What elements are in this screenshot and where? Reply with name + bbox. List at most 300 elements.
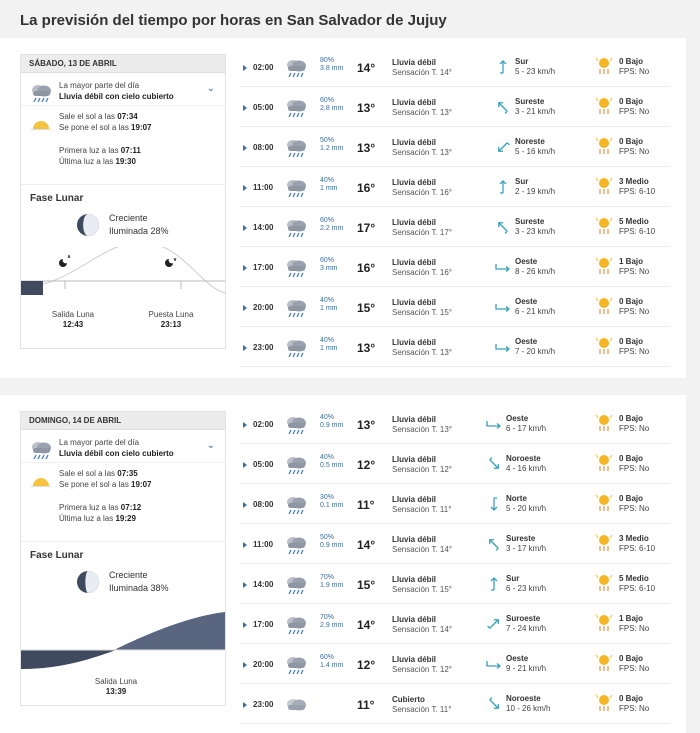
hourly-row[interactable] — [240, 447, 670, 484]
weather-description: Lluvia débil — [392, 338, 437, 347]
precipitation — [320, 414, 343, 430]
hourly-row[interactable] — [240, 330, 670, 367]
uv-sun-icon — [596, 217, 612, 240]
cloud-rain-icon — [284, 217, 308, 244]
precipitation — [320, 57, 343, 73]
weather-description: Lluvia débil — [392, 495, 437, 504]
wind-arrow-icon — [486, 416, 502, 432]
moonrise-icon — [111, 632, 119, 640]
precipitation — [320, 654, 343, 670]
sunrise-icon — [30, 474, 52, 493]
wind-speed: 6 - 23 km/h — [506, 584, 547, 593]
wind-arrow-icon — [486, 496, 502, 512]
uv-index: 0 Bajo — [619, 494, 644, 503]
wind-speed: 2 - 19 km/h — [515, 187, 556, 196]
fps-value: FPS: No — [619, 147, 650, 156]
hourly-row[interactable] — [240, 130, 670, 167]
hour-time: 14:00 — [253, 580, 274, 589]
cloud-rain-icon — [284, 574, 308, 601]
hour-time: 08:00 — [253, 500, 274, 509]
weather-description: Lluvia débil — [392, 218, 437, 227]
day-summary-toggle[interactable] — [21, 430, 225, 463]
chevron-down-icon[interactable]: ⌄ — [206, 83, 215, 94]
weather-description: Lluvia débil — [392, 455, 437, 464]
cloud-rain-icon — [284, 337, 308, 364]
hourly-row[interactable] — [240, 290, 670, 327]
fps-value: FPS: No — [619, 267, 650, 276]
fps-value: FPS: No — [619, 424, 650, 433]
hour-time: 11:00 — [253, 540, 274, 549]
precipitation — [320, 297, 338, 313]
wind-arrow-icon — [486, 576, 502, 592]
last-light-time: 19:30 — [115, 157, 136, 166]
sunset-time: 19:07 — [131, 123, 152, 132]
precip-probability: 70% — [320, 614, 335, 621]
precip-probability: 80% — [320, 57, 335, 64]
moonrise-icon — [59, 255, 70, 267]
uv-sun-icon — [596, 414, 612, 437]
temperature: 15° — [357, 578, 376, 592]
temperature: 12° — [357, 658, 376, 672]
page-title: La previsión del tiempo por horas en San Salvador de Jujuy — [20, 12, 447, 29]
wind-arrow-icon — [495, 339, 511, 355]
day-forecast-card — [0, 395, 686, 733]
day-summary-panel — [20, 411, 226, 706]
caret-right-icon[interactable] — [243, 622, 247, 628]
caret-right-icon[interactable] — [243, 462, 247, 468]
precip-probability: 70% — [320, 574, 335, 581]
fps-value: FPS: No — [619, 504, 650, 513]
sun-times — [21, 106, 225, 185]
wind-speed: 6 - 21 km/h — [515, 307, 556, 316]
fps-value: FPS: 6-10 — [619, 584, 656, 593]
hourly-row[interactable] — [240, 170, 670, 207]
moonrise-label: Salida Luna — [51, 310, 95, 319]
wind-speed: 4 - 16 km/h — [506, 464, 547, 473]
hourly-row[interactable] — [240, 487, 670, 524]
cloud-rain-icon — [284, 454, 308, 481]
sun-times — [21, 463, 225, 542]
fps-value: FPS: No — [619, 307, 650, 316]
temperature: 14° — [357, 538, 376, 552]
precip-probability: 40% — [320, 454, 335, 461]
moon-arc-chart — [21, 604, 225, 674]
day-summary-panel — [20, 54, 226, 349]
uv-index: 0 Bajo — [619, 97, 644, 106]
temperature: 15° — [357, 301, 376, 315]
precip-probability: 40% — [320, 414, 335, 421]
precip-amount: 2.8 mm — [320, 105, 344, 112]
moon-illumination: Iluminada 38% — [109, 583, 169, 593]
wind-arrow-icon — [486, 616, 502, 632]
moon-phase-name: Creciente — [109, 570, 148, 580]
moon-phase-section — [21, 185, 225, 348]
cloud-rain-icon — [284, 654, 308, 681]
feels-like: Sensación T. 13° — [392, 148, 452, 157]
caret-right-icon[interactable] — [243, 305, 247, 311]
feels-like: Sensación T. 11° — [392, 705, 452, 714]
precip-amount: 0.5 mm — [320, 462, 344, 469]
wind-speed: 5 - 16 km/h — [515, 147, 556, 156]
precip-amount: 1.2 mm — [320, 145, 344, 152]
feels-like: Sensación T. 11° — [392, 505, 452, 514]
hour-time: 20:00 — [253, 660, 274, 669]
uv-sun-icon — [596, 297, 612, 320]
hour-time: 17:00 — [253, 620, 274, 629]
precip-amount: 2.9 mm — [320, 622, 344, 629]
uv-sun-icon — [596, 614, 612, 637]
uv-sun-icon — [596, 57, 612, 80]
caret-right-icon[interactable] — [243, 502, 247, 508]
uv-sun-icon — [596, 177, 612, 200]
sunrise-icon — [30, 117, 52, 136]
summary-description: Lluvia débil con cielo cubierto — [59, 92, 174, 101]
cloud-rain-icon — [284, 297, 308, 324]
wind-speed: 3 - 23 km/h — [515, 227, 556, 236]
caret-right-icon[interactable] — [243, 145, 247, 151]
weather-description: Lluvia débil — [392, 615, 437, 624]
precip-amount: 1 mm — [320, 345, 338, 352]
weather-description: Lluvia débil — [392, 138, 437, 147]
hour-time: 02:00 — [253, 420, 274, 429]
feels-like: Sensación T. 15° — [392, 308, 452, 317]
caret-right-icon[interactable] — [243, 702, 247, 708]
precip-amount: 0.9 mm — [320, 422, 344, 429]
wind-arrow-icon — [495, 299, 511, 315]
hourly-row[interactable] — [240, 687, 670, 724]
precip-probability: 50% — [320, 137, 335, 144]
weather-description: Lluvia débil — [392, 298, 437, 307]
hourly-row[interactable] — [240, 567, 670, 604]
hour-time: 23:00 — [253, 700, 274, 709]
temperature: 14° — [357, 618, 376, 632]
feels-like: Sensación T. 15° — [392, 585, 452, 594]
precip-amount: 1.9 mm — [320, 582, 344, 589]
precipitation — [320, 257, 338, 273]
sunrise-text: Sale el sol a las 07:35 — [59, 469, 138, 478]
precip-probability: 60% — [320, 654, 335, 661]
cloud-rain-icon — [284, 137, 308, 164]
feels-like: Sensación T. 14° — [392, 68, 452, 77]
fps-value: FPS: 6-10 — [619, 544, 656, 553]
temperature: 13° — [357, 341, 376, 355]
precip-amount: 1.4 mm — [320, 662, 344, 669]
cloud-rain-icon — [29, 439, 53, 466]
wind-speed: 3 - 21 km/h — [515, 107, 556, 116]
feels-like: Sensación T. 16° — [392, 268, 452, 277]
day-date-header: DOMINGO, 14 DE ABRIL — [21, 412, 225, 430]
uv-index: 5 Medio — [619, 217, 649, 226]
hourly-row[interactable] — [240, 527, 670, 564]
moon-phase-section — [21, 542, 225, 705]
precipitation — [320, 177, 338, 193]
wind-direction: Sur — [515, 57, 529, 66]
uv-index: 3 Medio — [619, 177, 649, 186]
wind-arrow-icon — [486, 656, 502, 672]
wind-speed: 8 - 26 km/h — [515, 267, 556, 276]
feels-like: Sensación T. 13° — [392, 425, 452, 434]
uv-index: 0 Bajo — [619, 694, 644, 703]
moonset-time: 23:13 — [160, 320, 182, 329]
temperature: 13° — [357, 101, 376, 115]
wind-direction: Sureste — [506, 534, 536, 543]
moonset-label: Puesta Luna — [148, 310, 194, 319]
feels-like: Sensación T. 13° — [392, 108, 452, 117]
weather-description: Lluvia débil — [392, 58, 437, 67]
fps-value: FPS: No — [619, 464, 650, 473]
moonset-icon — [165, 258, 176, 267]
cloud-rain-icon — [284, 614, 308, 641]
precip-amount: 0.1 mm — [320, 502, 344, 509]
day-date-header: SÁBADO, 13 DE ABRIL — [21, 55, 225, 73]
feels-like: Sensación T. 14° — [392, 545, 452, 554]
wind-direction: Sur — [506, 574, 520, 583]
caret-right-icon[interactable] — [243, 422, 247, 428]
hour-time: 20:00 — [253, 303, 274, 312]
wind-direction: Sur — [515, 177, 529, 186]
hourly-row[interactable] — [240, 607, 670, 644]
uv-index: 0 Bajo — [619, 337, 644, 346]
uv-index: 0 Bajo — [619, 654, 644, 663]
caret-right-icon[interactable] — [243, 185, 247, 191]
precip-probability: 30% — [320, 494, 335, 501]
chevron-down-icon[interactable]: ⌄ — [206, 440, 215, 451]
caret-right-icon[interactable] — [243, 105, 247, 111]
uv-sun-icon — [596, 257, 612, 280]
hour-time: 05:00 — [253, 460, 274, 469]
wind-arrow-icon — [495, 59, 511, 75]
uv-sun-icon — [596, 534, 612, 557]
wind-direction: Oeste — [506, 414, 529, 423]
uv-index: 3 Medio — [619, 534, 649, 543]
uv-sun-icon — [596, 97, 612, 120]
wind-direction: Sureste — [515, 217, 545, 226]
uv-index: 0 Bajo — [619, 57, 644, 66]
precipitation — [320, 614, 343, 630]
weather-description: Lluvia débil — [392, 655, 437, 664]
sunrise-text: Sale el sol a las 07:34 — [59, 112, 138, 121]
uv-sun-icon — [596, 574, 612, 597]
hour-time: 23:00 — [253, 343, 274, 352]
weather-description: Lluvia débil — [392, 535, 437, 544]
temperature: 16° — [357, 181, 376, 195]
last-light-text: Última luz a las 19:30 — [59, 157, 136, 166]
fps-value: FPS: No — [619, 664, 650, 673]
precip-amount: 3.8 mm — [320, 65, 344, 72]
sunrise-time: 07:34 — [117, 112, 138, 121]
moonrise-time: 12:43 — [62, 320, 84, 329]
uv-sun-icon — [596, 454, 612, 477]
moon-phase-title: Fase Lunar — [30, 550, 84, 561]
hourly-row[interactable] — [240, 50, 670, 87]
precipitation — [320, 97, 343, 113]
wind-arrow-icon — [495, 139, 511, 155]
cloud-rain-icon — [284, 414, 308, 441]
wind-direction: Oeste — [515, 337, 538, 346]
hour-time: 02:00 — [253, 63, 274, 72]
hourly-row[interactable] — [240, 647, 670, 684]
precip-amount: 1 mm — [320, 305, 338, 312]
wind-arrow-icon — [495, 99, 511, 115]
uv-sun-icon — [596, 337, 612, 360]
temperature: 14° — [357, 61, 376, 75]
precip-probability: 40% — [320, 297, 335, 304]
sunrise-time: 07:35 — [117, 469, 138, 478]
uv-sun-icon — [596, 694, 612, 717]
hour-time: 14:00 — [253, 223, 274, 232]
wind-speed: 9 - 21 km/h — [506, 664, 547, 673]
hourly-row[interactable] — [240, 407, 670, 444]
summary-caption: La mayor parte del día — [59, 81, 140, 90]
feels-like: Sensación T. 16° — [392, 188, 452, 197]
cloud-rain-icon — [284, 494, 308, 521]
feels-like: Sensación T. 17° — [392, 228, 452, 237]
moon-phase-icon — [76, 213, 100, 242]
wind-direction: Sureste — [515, 97, 545, 106]
wind-direction: Oeste — [515, 257, 538, 266]
moonrise-label: Salida Luna — [94, 677, 138, 686]
last-light-time: 19:29 — [115, 514, 136, 523]
wind-direction: Norte — [506, 494, 527, 503]
wind-speed: 7 - 24 km/h — [506, 624, 547, 633]
fps-value: FPS: No — [619, 347, 650, 356]
uv-index: 0 Bajo — [619, 414, 644, 423]
wind-speed: 3 - 17 km/h — [506, 544, 547, 553]
first-light-text: Primera luz a las 07:12 — [59, 503, 142, 512]
sunset-time: 19:07 — [131, 480, 152, 489]
temperature: 13° — [357, 418, 376, 432]
weather-description: Cubierto — [392, 695, 425, 704]
precip-amount: 3 mm — [320, 265, 338, 272]
fps-value: FPS: 6-10 — [619, 187, 656, 196]
moon-phase-icon — [76, 570, 100, 599]
hourly-row[interactable] — [240, 250, 670, 287]
cloud-rain-icon — [284, 534, 308, 561]
uv-sun-icon — [596, 137, 612, 160]
weather-description: Lluvia débil — [392, 415, 437, 424]
hour-time: 05:00 — [253, 103, 274, 112]
hourly-row[interactable] — [240, 90, 670, 127]
uv-index: 0 Bajo — [619, 297, 644, 306]
uv-index: 1 Bajo — [619, 614, 644, 623]
wind-speed: 6 - 17 km/h — [506, 424, 547, 433]
precip-probability: 50% — [320, 534, 335, 541]
uv-index: 0 Bajo — [619, 137, 644, 146]
hour-time: 17:00 — [253, 263, 274, 272]
fps-value: FPS: No — [619, 704, 650, 713]
precipitation — [320, 494, 343, 510]
wind-arrow-icon — [495, 179, 511, 195]
precipitation — [320, 454, 343, 470]
caret-right-icon[interactable] — [243, 582, 247, 588]
wind-arrow-icon — [495, 259, 511, 275]
precip-probability: 60% — [320, 257, 335, 264]
fps-value: FPS: No — [619, 107, 650, 116]
precip-probability: 60% — [320, 97, 335, 104]
wind-speed: 7 - 20 km/h — [515, 347, 556, 356]
uv-index: 0 Bajo — [619, 454, 644, 463]
first-light-time: 07:11 — [120, 146, 141, 155]
temperature: 12° — [357, 458, 376, 472]
fps-value: FPS: 6-10 — [619, 227, 656, 236]
wind-speed: 5 - 20 km/h — [506, 504, 547, 513]
last-light-text: Última luz a las 19:29 — [59, 514, 136, 523]
feels-like: Sensación T. 14° — [392, 625, 452, 634]
summary-description: Lluvia débil con cielo cubierto — [59, 449, 174, 458]
precip-amount: 1 mm — [320, 185, 338, 192]
caret-right-icon[interactable] — [243, 65, 247, 71]
precipitation — [320, 217, 343, 233]
precip-probability: 40% — [320, 337, 335, 344]
precip-amount: 0.9 mm — [320, 542, 344, 549]
precip-probability: 40% — [320, 177, 335, 184]
cloud-rain-icon — [284, 177, 308, 204]
wind-direction: Oeste — [515, 297, 538, 306]
hour-time: 11:00 — [253, 183, 274, 192]
wind-arrow-icon — [486, 456, 502, 472]
temperature: 17° — [357, 221, 376, 235]
feels-like: Sensación T. 12° — [392, 665, 452, 674]
temperature: 13° — [357, 141, 376, 155]
temperature: 16° — [357, 261, 376, 275]
caret-right-icon[interactable] — [243, 542, 247, 548]
cloud-rain-icon — [284, 97, 308, 124]
precipitation — [320, 137, 343, 153]
weather-description: Lluvia débil — [392, 98, 437, 107]
hour-time: 08:00 — [253, 143, 274, 152]
wind-speed: 5 - 23 km/h — [515, 67, 556, 76]
first-light-time: 07:12 — [120, 503, 142, 512]
caret-right-icon[interactable] — [243, 225, 247, 231]
caret-right-icon[interactable] — [243, 345, 247, 351]
feels-like: Sensación T. 13° — [392, 348, 452, 357]
uv-index: 1 Bajo — [619, 257, 644, 266]
summary-caption: La mayor parte del día — [59, 438, 140, 447]
wind-arrow-icon — [495, 219, 511, 235]
temperature: 11° — [357, 698, 375, 712]
sunset-text: Se pone el sol a las 19:07 — [59, 480, 152, 489]
uv-sun-icon — [596, 494, 612, 517]
feels-like: Sensación T. 12° — [392, 465, 452, 474]
day-summary-toggle[interactable] — [21, 73, 225, 106]
wind-direction: Noroeste — [506, 454, 541, 463]
fps-value: FPS: No — [619, 67, 650, 76]
temperature: 11° — [357, 498, 375, 512]
wind-arrow-icon — [486, 536, 502, 552]
caret-right-icon[interactable] — [243, 265, 247, 271]
wind-speed: 10 - 26 km/h — [506, 704, 551, 713]
moon-illumination: Iluminada 28% — [109, 226, 169, 236]
first-light-text: Primera luz a las 07:11 — [59, 146, 141, 155]
caret-right-icon[interactable] — [243, 662, 247, 668]
wind-direction: Oeste — [506, 654, 529, 663]
cloud-rain-icon — [284, 57, 308, 84]
cloud-rain-icon — [29, 82, 53, 109]
sunset-text: Se pone el sol a las 19:07 — [59, 123, 152, 132]
precipitation — [320, 574, 343, 590]
hourly-row[interactable] — [240, 210, 670, 247]
moon-phase-title: Fase Lunar — [30, 193, 84, 204]
precip-amount: 2.2 mm — [320, 225, 344, 232]
moon-arc-chart — [21, 247, 225, 307]
cloud-icon — [284, 694, 308, 721]
precipitation — [320, 337, 338, 353]
wind-direction: Noroeste — [506, 694, 541, 703]
precip-probability: 60% — [320, 217, 335, 224]
moonrise-time: 13:39 — [105, 687, 127, 696]
wind-direction: Noreste — [515, 137, 545, 146]
day-forecast-card — [0, 38, 686, 378]
